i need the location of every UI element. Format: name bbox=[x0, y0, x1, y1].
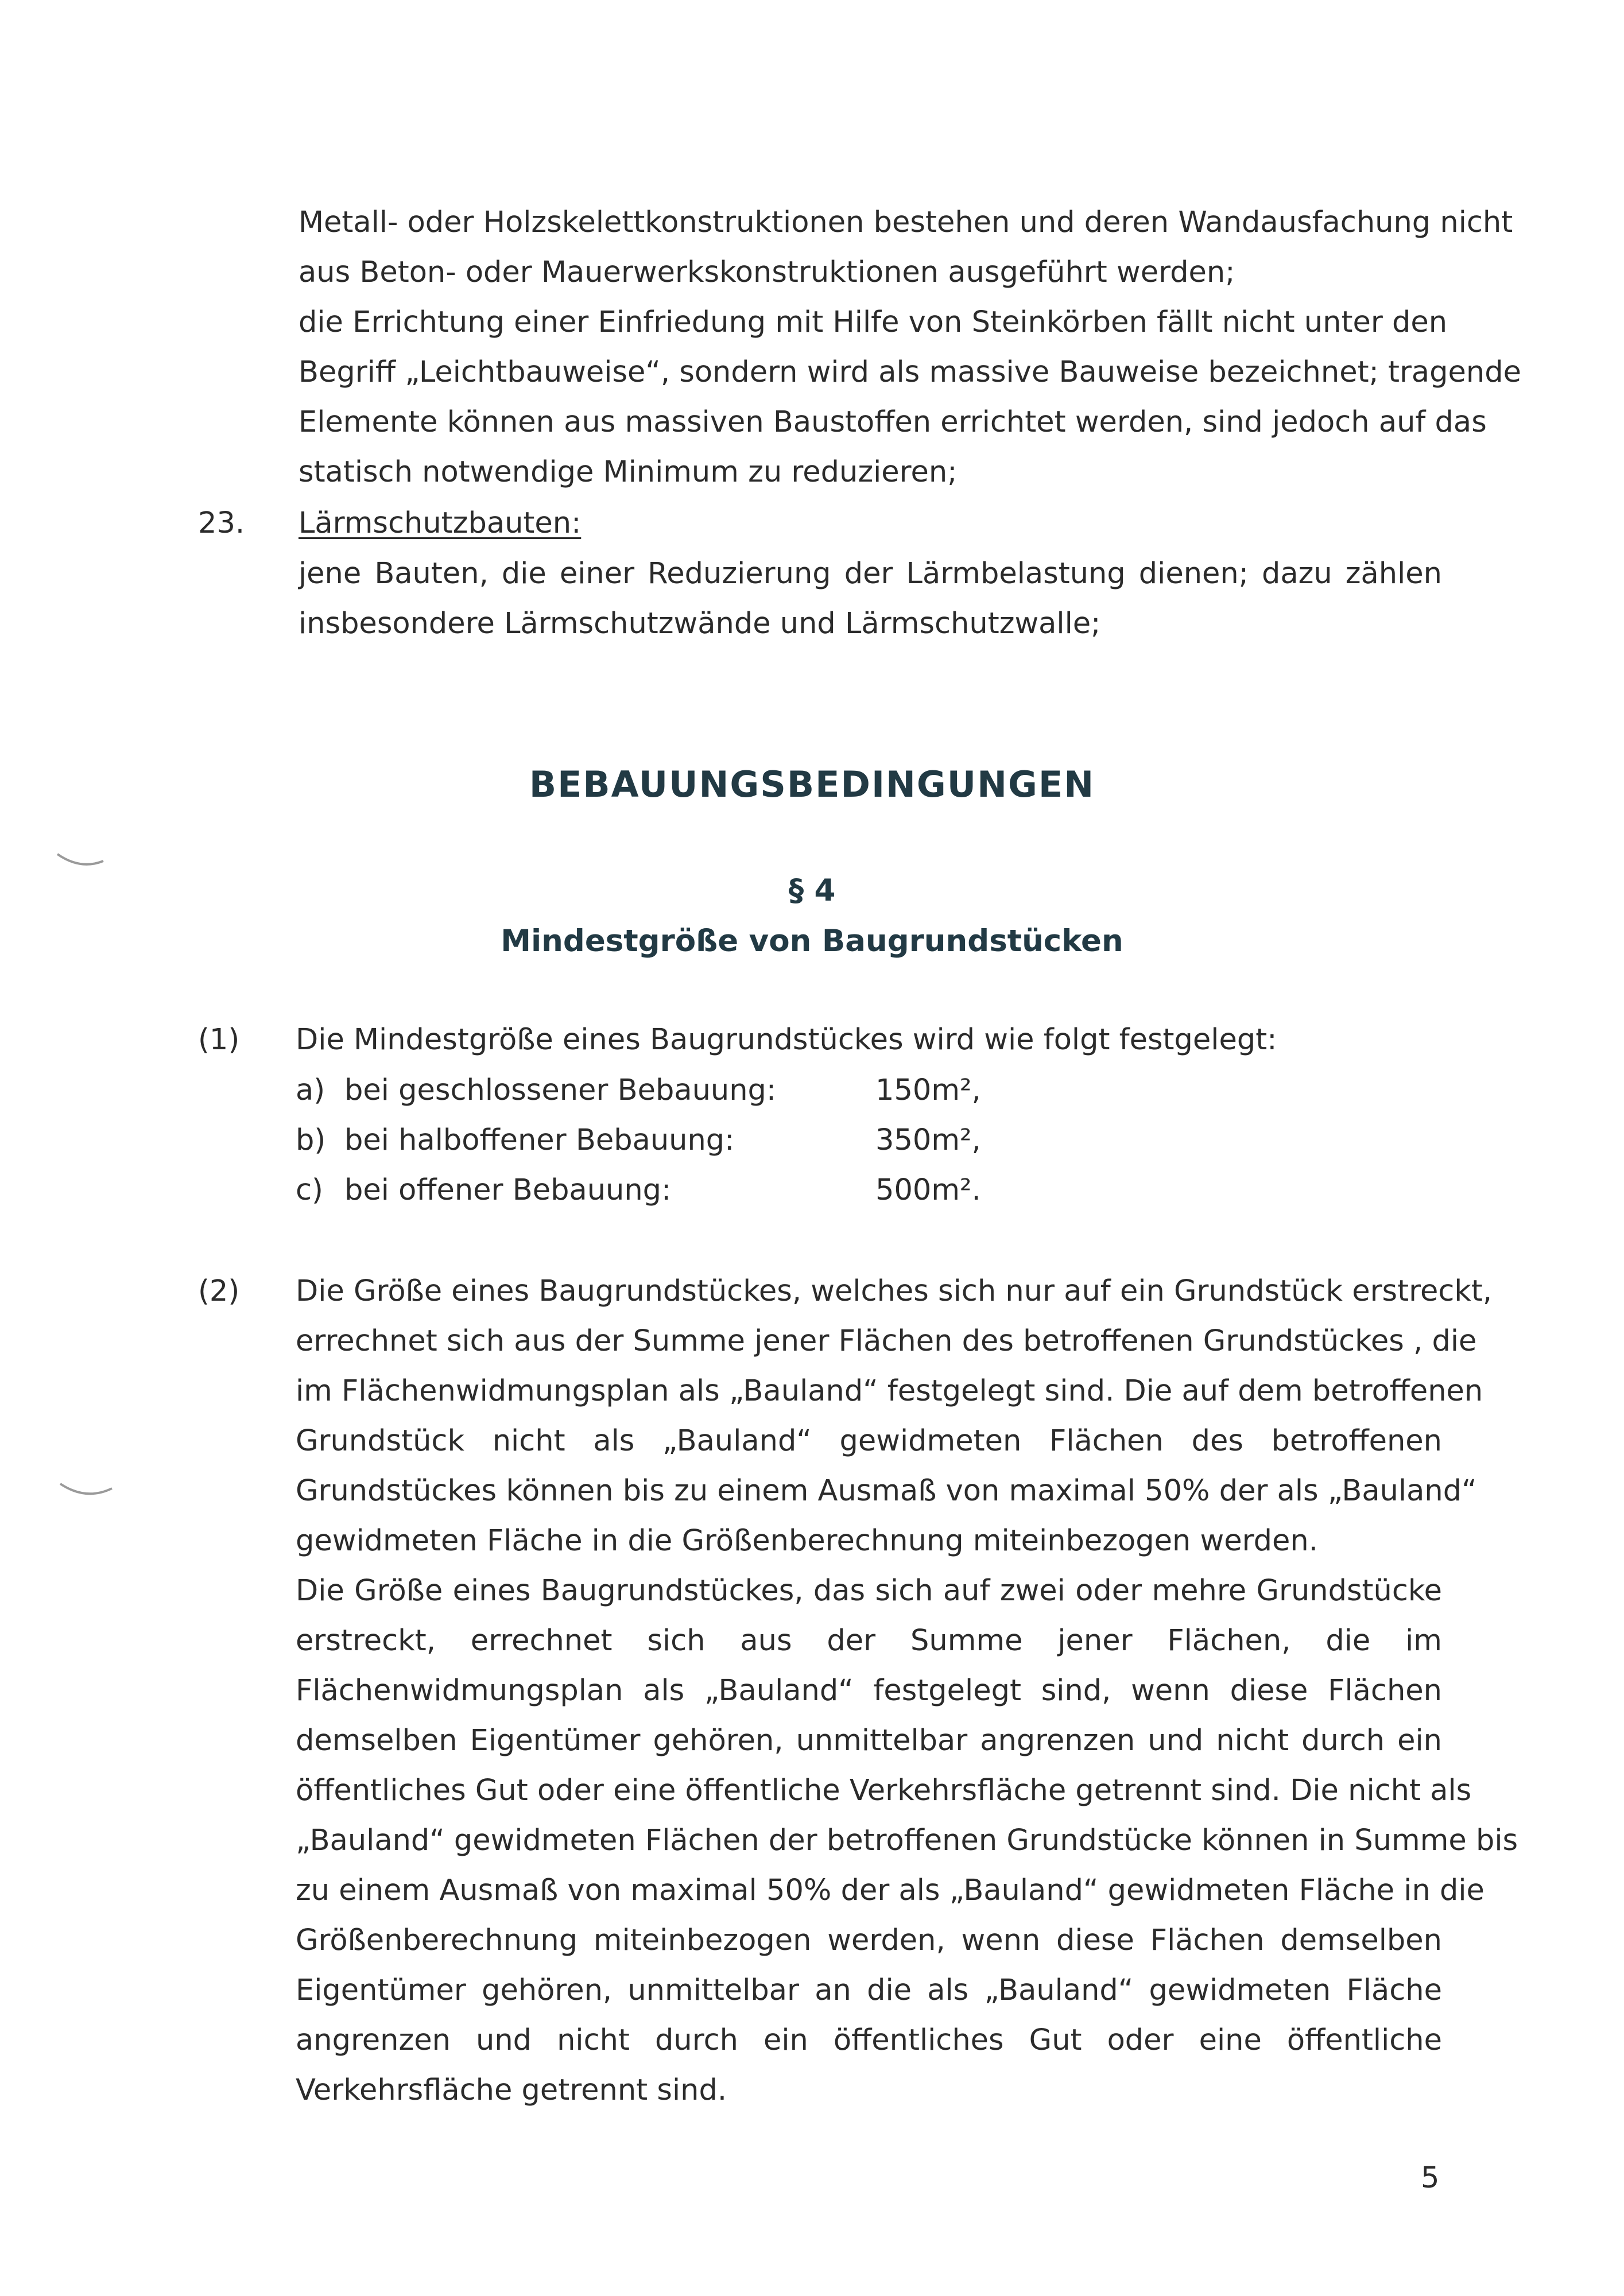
text-line: Begriff „Leichtbauweise“, sondern wird als massive Bauweise bezeichnet; tragende bbox=[299, 355, 1521, 389]
text-line: zu einem Ausmaß von maximal 50% der als „Bauland“ gewidmeten Fläche in die bbox=[296, 1874, 1485, 1907]
text-line: demselben Eigentümer gehören, unmittelbar angrenzen und nicht durch ein bbox=[296, 1724, 1442, 1758]
paragraph-number: § 4 bbox=[788, 873, 836, 908]
punch-hole-mark bbox=[57, 1478, 115, 1501]
list-item-label: bei offener Bebauung: bbox=[344, 1173, 672, 1207]
list-item-letter: c) bbox=[296, 1173, 323, 1207]
list-item-letter: b) bbox=[296, 1123, 326, 1157]
list-item-label: bei halboffener Bebauung: bbox=[344, 1123, 735, 1157]
section-heading: BEBAUUNGSBEDINGUNGEN bbox=[529, 763, 1095, 805]
text-line: öffentliches Gut oder eine öffentliche Verkehrsfläche getrennt sind. Die nicht als bbox=[296, 1774, 1472, 1808]
text-line: jene Bauten, die einer Reduzierung der Lärmbelastung dienen; dazu zählen bbox=[299, 557, 1442, 591]
item-number: 23. bbox=[198, 506, 245, 540]
text-line: Elemente können aus massiven Baustoffen errichtet werden, sind jedoch auf das bbox=[299, 405, 1487, 439]
clause-number: (2) bbox=[198, 1274, 240, 1308]
text-line: insbesondere Lärmschutzwände und Lärmschutzwalle; bbox=[299, 607, 1101, 641]
page-number: 5 bbox=[1421, 2161, 1440, 2195]
text-line: angrenzen und nicht durch ein öffentliches Gut oder eine öffentliche bbox=[296, 2023, 1442, 2057]
text-line: erstreckt, errechnet sich aus der Summe jener Flächen, die im bbox=[296, 1624, 1442, 1658]
paragraph-title: Mindestgröße von Baugrundstücken bbox=[501, 924, 1123, 959]
text-line: Grundstück nicht als „Bauland“ gewidmeten Flächen des betroffenen bbox=[296, 1424, 1442, 1458]
text-line: Flächenwidmungsplan als „Bauland“ festgelegt sind, wenn diese Flächen bbox=[296, 1674, 1442, 1708]
text-line: errechnet sich aus der Summe jener Flächen des betroffenen Grundstückes , die bbox=[296, 1324, 1477, 1358]
text-line: statisch notwendige Minimum zu reduzieren; bbox=[299, 455, 958, 489]
list-item-label: bei geschlossener Bebauung: bbox=[344, 1073, 777, 1107]
text-line: im Flächenwidmungsplan als „Bauland“ festgelegt sind. Die auf dem betroffenen bbox=[296, 1374, 1483, 1408]
item-title: Lärmschutzbauten: bbox=[299, 506, 582, 540]
list-item-value: 500m². bbox=[875, 1173, 981, 1207]
clause-intro: Die Mindestgröße eines Baugrundstückes wird wie folgt festgelegt: bbox=[296, 1023, 1277, 1057]
punch-hole-mark bbox=[55, 850, 106, 872]
text-line: Grundstückes können bis zu einem Ausmaß von maximal 50% der als „Bauland“ bbox=[296, 1474, 1477, 1508]
text-line: „Bauland“ gewidmeten Flächen der betroffenen Grundstücke können in Summe bis bbox=[296, 1824, 1518, 1857]
text-line: Die Größe eines Baugrundstückes, das sich auf zwei oder mehre Grundstücke bbox=[296, 1574, 1442, 1608]
list-item-letter: a) bbox=[296, 1073, 325, 1107]
text-line: Die Größe eines Baugrundstückes, welches sich nur auf ein Grundstück erstreckt, bbox=[296, 1274, 1493, 1308]
text-line: aus Beton- oder Mauerwerkskonstruktionen ausgeführt werden; bbox=[299, 255, 1235, 289]
text-line: Metall- oder Holzskelettkonstruktionen bestehen und deren Wandausfachung nicht bbox=[299, 205, 1513, 239]
text-line: Größenberechnung miteinbezogen werden, wenn diese Flächen demselben bbox=[296, 1923, 1442, 1957]
text-line: die Errichtung einer Einfriedung mit Hilfe von Steinkörben fällt nicht unter den bbox=[299, 305, 1448, 339]
list-item-value: 150m², bbox=[875, 1073, 981, 1107]
list-item-value: 350m², bbox=[875, 1123, 981, 1157]
text-line: gewidmeten Fläche in die Größenberechnung miteinbezogen werden. bbox=[296, 1524, 1318, 1558]
text-line: Eigentümer gehören, unmittelbar an die als „Bauland“ gewidmeten Fläche bbox=[296, 1973, 1442, 2007]
clause-number: (1) bbox=[198, 1023, 240, 1057]
text-line: Verkehrsfläche getrennt sind. bbox=[296, 2073, 727, 2107]
